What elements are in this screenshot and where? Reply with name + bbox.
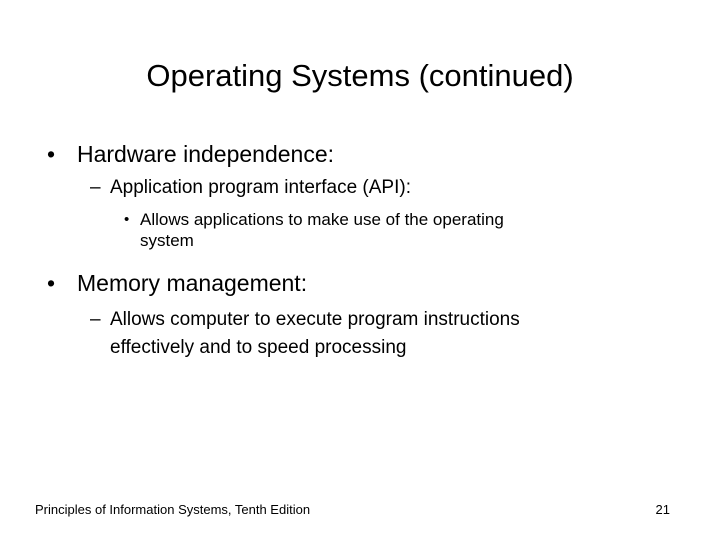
bullet-text: Hardware independence: — [77, 141, 335, 167]
dash-icon: – — [90, 177, 101, 198]
detail-line-2: system — [140, 231, 194, 250]
dash-icon: – — [90, 309, 101, 330]
page-number: 21 — [655, 502, 670, 517]
bullet-text: Memory management: — [77, 270, 308, 296]
detail-line-1: Allows computer to execute program instructions — [110, 309, 520, 330]
subbullet-memory-detail — [90, 306, 520, 362]
detail-line-1: Allows applications to make use of the operating — [140, 210, 504, 229]
detail-line-2: effectively and to speed processing — [110, 337, 407, 358]
bullet-dot-icon: • — [47, 141, 56, 167]
bullet-hardware-independence — [47, 140, 334, 168]
subsubbullet-api-detail — [124, 209, 504, 251]
bullet-memory-management — [47, 269, 307, 297]
slide-title: Operating Systems (continued) — [146, 58, 574, 93]
subbullet-text: Application program interface (API): — [110, 177, 411, 198]
bullet-dot-icon: • — [47, 270, 56, 296]
bullet-dot-icon: • — [124, 211, 130, 228]
footer-source: Principles of Information Systems, Tenth Edition — [35, 502, 311, 517]
subbullet-api — [90, 176, 411, 200]
